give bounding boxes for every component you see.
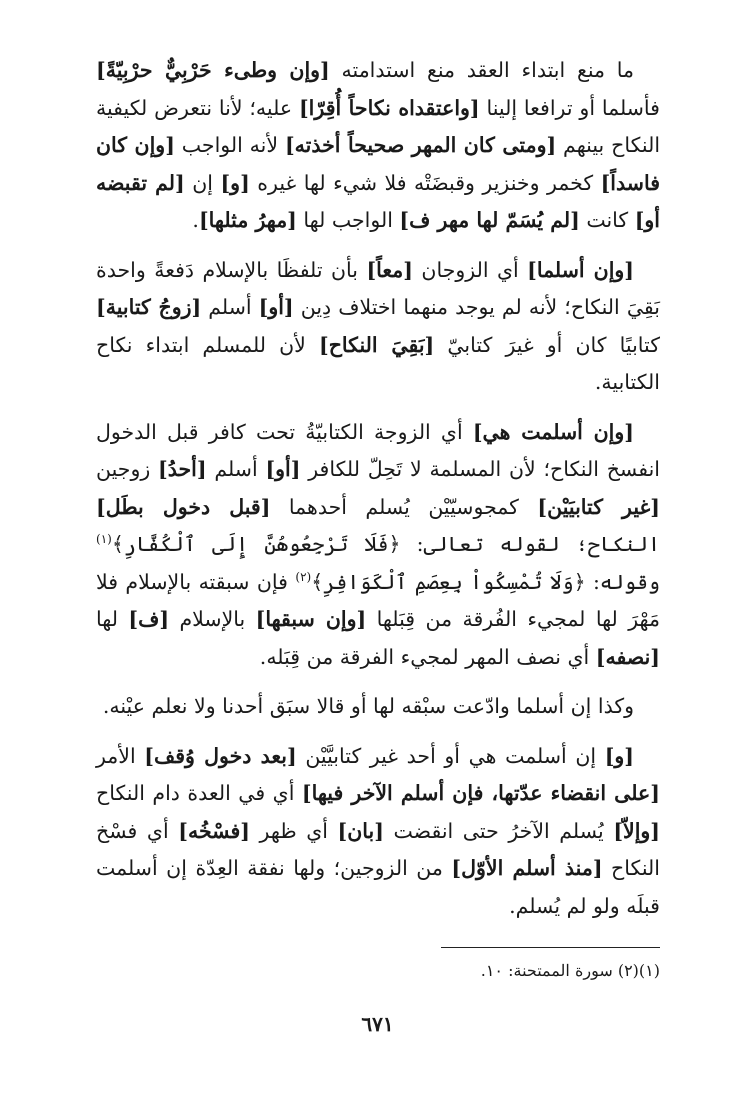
matn-text: [و] xyxy=(220,170,250,195)
sharh-text: أسلم xyxy=(201,295,259,319)
matn-text: [لم تقبضه أو] xyxy=(96,170,660,232)
matn-text: [مهرُ مثلها] xyxy=(198,208,297,232)
sharh-text: أي فسْخ النكاح xyxy=(96,818,660,880)
sharh-text: كتابيًا كان أو غيرَ كتابيّ xyxy=(434,332,660,357)
sharh-text: الواجب لها xyxy=(296,208,400,232)
sharh-text: كمجوسيّيْن يُسلم أحدهما xyxy=(270,494,538,519)
matn-text: [غير كتابيَيْن] xyxy=(537,494,660,519)
matn-text: [أحدُ] xyxy=(158,457,207,481)
sharh-text: أي الزوجان xyxy=(412,257,528,282)
sharh-text: وقوله: ﴿وَلَا تُمْسِكُواْ بِعِصَمِ ٱلْكَوَافِرِ﴾ xyxy=(311,569,660,594)
matn-text: [ف] xyxy=(128,607,170,631)
sharh-text: أسلم xyxy=(206,457,266,481)
footnote-marker: (١) xyxy=(96,532,112,547)
matn-text: [وإن وطىء حَرْبِيٌّ حرْبِيّةً] xyxy=(96,58,330,82)
sharh-text: أي ظهر xyxy=(249,818,338,843)
sharh-text: فإن سبقته بالإسلام فلا مَهْرَ لها لمجيء الفُرقة من قِبَلها xyxy=(96,569,660,631)
matn-text: [وإلاّ] xyxy=(613,818,660,843)
sharh-text: الأمر xyxy=(96,743,145,768)
sharh-text: كانت xyxy=(579,208,635,232)
paragraph xyxy=(96,688,660,726)
matn-text: [معاً] xyxy=(366,257,413,282)
matn-text: [زوجُ كتابية] xyxy=(96,295,202,319)
matn-text: [لم يُسَمّ لها مهر ف] xyxy=(399,208,580,232)
matn-text: [ومتى كان المهر صحيحاً أخذته] xyxy=(284,133,557,157)
matn-text: [نصفه] xyxy=(595,644,660,669)
sharh-text: لأنه الواجب xyxy=(174,133,285,157)
matn-text: [وإن أسلما] xyxy=(527,257,634,282)
sharh-text: عليه؛ لأنا نتعرض لكيفية النكاح بينهم xyxy=(96,95,661,157)
sharh-text: بأن تلفظَا بالإسلام دَفعةً واحدة بَقِيَ النكاح؛ لأنه لم يوجد منهما اختلاف دِين xyxy=(96,257,660,319)
paragraph xyxy=(96,738,660,926)
sharh-text: بالإسلام xyxy=(169,607,256,631)
sharh-text: لأن للمسلم ابتداء نكاح الكتابية. xyxy=(96,332,660,394)
paragraph xyxy=(96,414,660,677)
main-text xyxy=(96,52,660,937)
matn-text: [بعد دخول وُقف] xyxy=(144,743,297,768)
sharh-text: من الزوجين؛ ولها نفقة العِدّة إن أسلمت قبلَه ولو لم يُسلم. xyxy=(96,856,660,918)
footnote-marker: (٢) xyxy=(295,569,312,584)
sharh-text: زوجين xyxy=(96,457,159,481)
paragraph xyxy=(96,52,660,240)
sharh-text: أي في العدة دام النكاح xyxy=(96,781,302,805)
sharh-text: يُسلم الآخرُ حتى انقضت xyxy=(383,818,614,843)
footnote: (١)(٢) سورة الممتحنة: ١٠. xyxy=(480,961,660,980)
sharh-text: . xyxy=(192,208,199,232)
paragraph xyxy=(96,252,660,402)
footnote-divider xyxy=(441,947,660,948)
matn-text: [و] xyxy=(604,743,634,768)
sharh-text: فأسلما أو ترافعا إلينا xyxy=(479,95,660,120)
matn-text: [قبل دخول بطَل] xyxy=(96,494,271,519)
matn-text: [على انقضاء عدّتها، فإن أسلم الآخر فيها] xyxy=(301,781,660,805)
matn-text: [وإن كان فاسداً] xyxy=(96,133,660,195)
sharh-text: ما منع ابتداء العقد منع استدامته xyxy=(329,58,634,82)
matn-text: [بان] xyxy=(337,818,384,843)
matn-text: [أو] xyxy=(258,295,294,319)
matn-text: [وإن سبقها] xyxy=(255,607,367,631)
sharh-text: لها xyxy=(96,607,129,631)
sharh-text: أي الزوجة الكتابيّةُ تحت كافر قبل الدخول انفسخ النكاح؛ لأن المسلمة لا تَحِلّ للكافر xyxy=(96,419,660,481)
sharh-text: إن أسلمت هي أو أحد غير كتابيَّيْن xyxy=(296,743,605,768)
sharh-text: النكاح؛ لقوله تعالى: ﴿فَلَا تَرْجِعُوهُنَّ إِلَى ٱلْكُفَّارِ﴾ xyxy=(111,532,660,556)
sharh-text: أي نصف المهر لمجيء الفرقة من قِبَله. xyxy=(259,644,596,669)
matn-text: [فسْخُه] xyxy=(178,818,250,843)
matn-text: [واعتقداه نكاحاً أُقِرّا] xyxy=(298,95,480,120)
sharh-text: وكذا إن أسلما وادّعت سبْقه لها أو قالا سبَق أحدنا ولا نعلم عيْنه. xyxy=(102,694,634,718)
sharh-text: كخمر وخنزير وقبضَتْه فلا شيء لها غيره xyxy=(249,170,601,195)
matn-text: [أو] xyxy=(265,457,301,481)
matn-text: [وإن أسلمت هي] xyxy=(472,419,634,444)
sharh-text: إن xyxy=(184,170,221,195)
matn-text: [بَقِيَ النكاح] xyxy=(319,332,435,357)
matn-text: [منذ أسلم الأوّل] xyxy=(451,856,603,880)
page-number: ٦٧١ xyxy=(361,1012,394,1036)
